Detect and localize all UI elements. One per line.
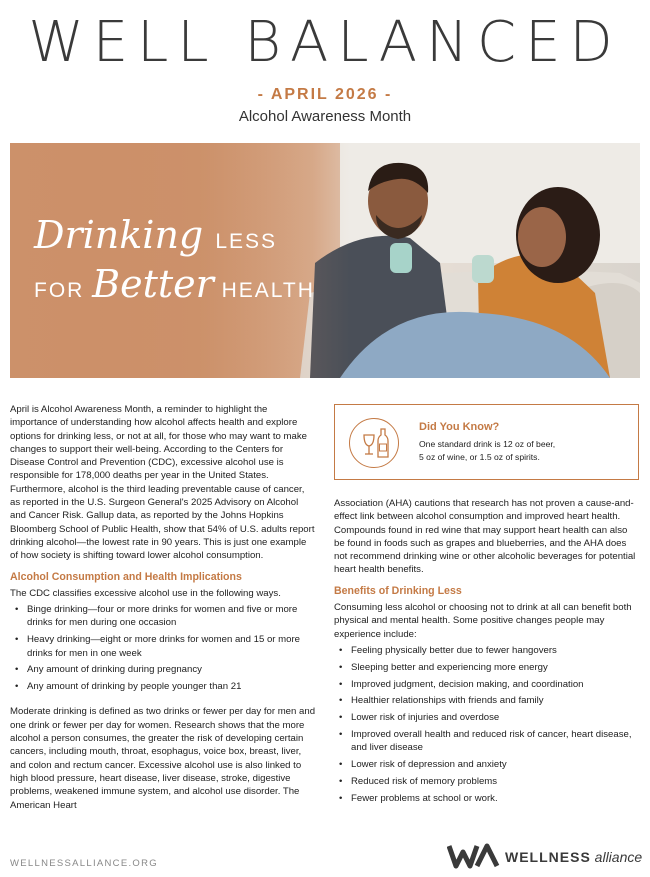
benefits-list xyxy=(334,644,640,805)
footer-url[interactable]: WELLNESSALLIANCE.ORG xyxy=(10,858,158,869)
section-heading-benefits: Benefits of Drinking Less xyxy=(334,584,462,597)
did-you-know-text xyxy=(419,438,569,464)
list-item: • Improved overall health and reduced risk of cancer, heart disease, and liver disease xyxy=(334,728,640,755)
excessive-use-list xyxy=(10,603,316,693)
issue-date: - APRIL 2026 - xyxy=(257,86,393,103)
did-you-know-box xyxy=(334,404,639,480)
hero-title-script-better: Better xyxy=(92,262,214,306)
wellness-alliance-logo xyxy=(447,842,643,870)
list-item: • Lower risk of injuries and overdose xyxy=(334,711,640,724)
wine-bottle-glass-icon xyxy=(349,418,399,468)
moderate-drinking-paragraph: Moderate drinking is defined as two drinks or fewer per day for men and one drink or fewer per day for women. Research shows that the more alcohol a person consumes, the greater the risk of developing certain cancers, including mouth, throat, esophagus, voice box, breast, liver, and colon and rectum cancer. Excessive alcohol use is also linked to high blood pressure, heart disease, liver disease, stroke, digestive problems, weakened immune system, and alcohol use disorder. The American Heart xyxy=(10,706,316,811)
benefits-lead: Consuming less alcohol or choosing not to drink at all can benefit both physical and mental health. Some positive changes people may experience include: xyxy=(334,602,632,640)
did-you-know-title: Did You Know? xyxy=(419,421,500,433)
issue-theme: Alcohol Awareness Month xyxy=(238,108,412,125)
hero-banner xyxy=(10,143,640,378)
masthead: WELL BALANCED xyxy=(28,10,622,75)
list-item: • Sleeping better and experiencing more energy xyxy=(334,661,640,674)
hero-title-less: LESS xyxy=(215,230,278,253)
list-item: • Heavy drinking—eight or more drinks for women and 15 or more drinks for men in one week xyxy=(10,633,316,660)
section-lead: The CDC classifies excessive alcohol use in the following ways. xyxy=(10,587,281,599)
right-column xyxy=(334,497,640,812)
list-item: • Binge drinking—four or more drinks for women and five or more drinks for men during one occasion xyxy=(10,603,316,630)
section-heading-consumption: Alcohol Consumption and Health Implications xyxy=(10,570,242,583)
list-item: • Lower risk of depression and anxiety xyxy=(334,758,640,771)
list-item: • Healthier relationships with friends and family xyxy=(334,694,640,707)
list-item: • Any amount of drinking by people younger than 21 xyxy=(10,680,316,693)
list-item: • Reduced risk of memory problems xyxy=(334,775,640,788)
left-column xyxy=(10,403,316,819)
list-item: • Feeling physically better due to fewer hangovers xyxy=(334,644,640,657)
aha-paragraph: Association (AHA) cautions that research has not proven a cause-and-effect link between alcohol consumption and improved heart health. Compounds found in red wine that may support heart health can also be found in foods such as grapes and blueberries, and the AHA does not recommend drinking wine or other alcoholic beverages for potential heart health benefits. xyxy=(334,498,636,576)
hero-title xyxy=(34,213,315,313)
hero-title-health: HEALTH xyxy=(221,279,315,302)
did-you-know-line-1: One standard drink is 12 oz of beer, xyxy=(419,439,556,449)
hero-title-for: FOR xyxy=(34,279,85,302)
logo-text-wellness: WELLNESS xyxy=(505,849,591,865)
intro-paragraph: April is Alcohol Awareness Month, a reminder to highlight the importance of understanding how alcohol affects health and explore options for drinking less, or not at all, for those who may want to make changes to support their well-being. According to the Centers for Disease Control and Prevention (CDC), excessive alcohol use is responsible for 178,000 deaths per year in the United States. Furthermore, alcohol is the third leading preventable cause of cancer, as reported in the U.S. Surgeon General's 2025 Advisory on Alcohol and Cancer Risk. Gallup data, as reported by the Johns Hopkins Bloomberg School of Public Health, show that 54% of U.S. adults report drinking alcohol—the lowest rate in 90 years. This is just one example of how society is shifting toward lower alcohol consumption. xyxy=(10,404,315,562)
hero-title-script-drinking: Drinking xyxy=(34,213,204,257)
list-item: • Any amount of drinking during pregnancy xyxy=(10,663,316,676)
list-item: • Improved judgment, decision making, and coordination xyxy=(334,678,640,691)
logo-text-alliance: alliance xyxy=(594,849,643,865)
list-item: • Fewer problems at school or work. xyxy=(334,792,640,805)
did-you-know-line-2: 5 oz of wine, or 1.5 oz of spirits. xyxy=(419,452,540,462)
wa-logo-mark-icon xyxy=(447,842,501,870)
